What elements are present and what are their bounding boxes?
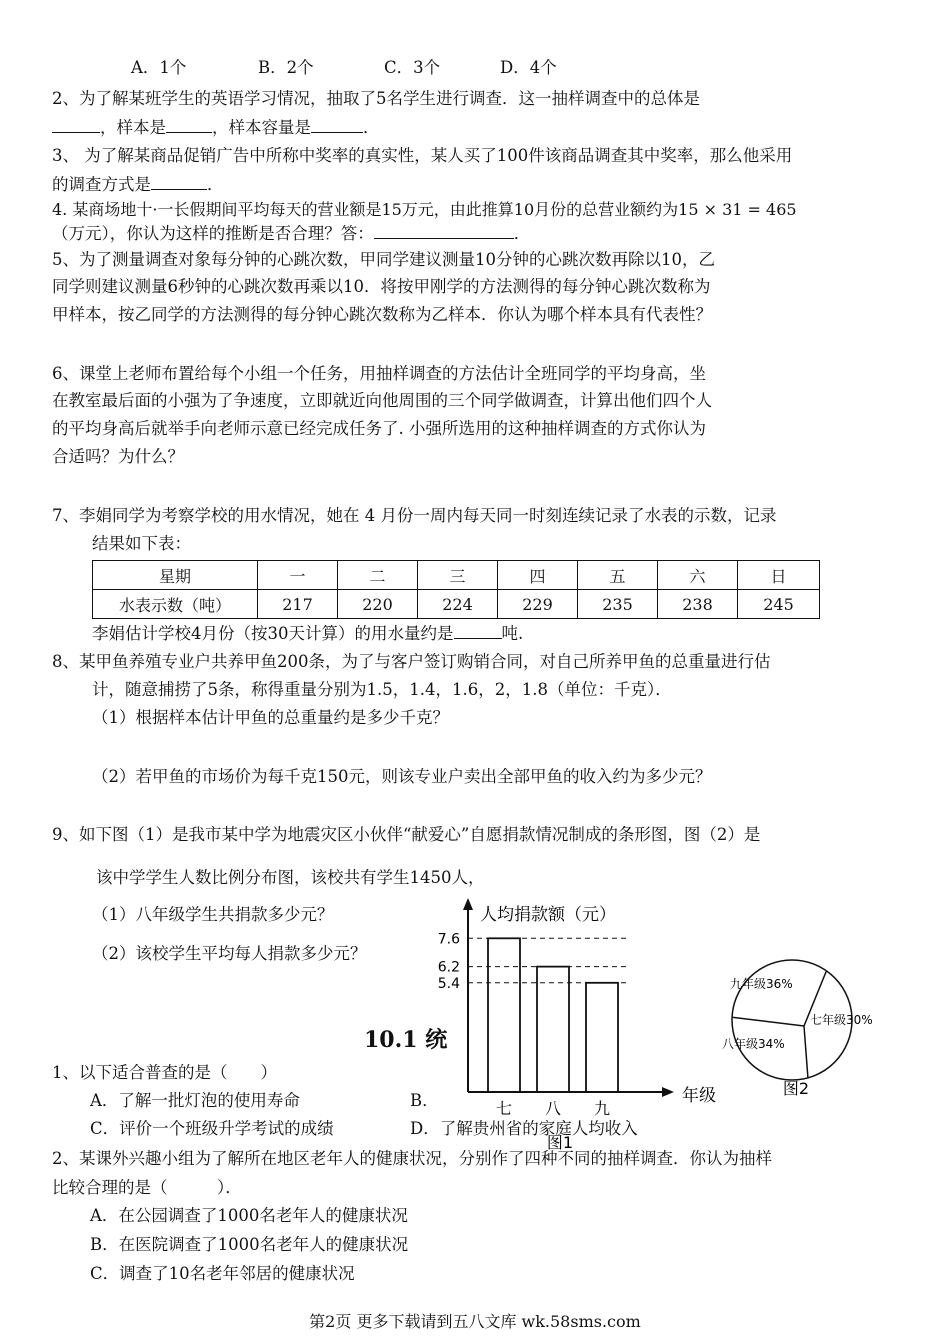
table-cell: 星期 [93, 561, 258, 590]
pie-slice-edge [732, 1017, 804, 1026]
q9-sub-1: （1）八年级学生共捐款多少元？ [92, 905, 334, 924]
q7-estimate-line: 李娟估计学校4月份（按30天计算）的用水量约是 吨. [92, 624, 524, 643]
q9-line-2: 该中学学生人数比例分布图，该校共有学生1450人， [96, 868, 485, 887]
q6-line-4: 合适吗？为什么？ [52, 447, 184, 466]
table-cell: 三 [418, 561, 498, 590]
q8-sub-1: （1）根据样本估计甲鱼的总重量约是多少千克？ [92, 708, 449, 727]
x-tick-label: 八 [544, 1099, 562, 1118]
q3-text: 3、 为了解某商品促销广告中所称中奖率的真实性，某人买了100件该商品调查其中奖率，那么他采用 [52, 146, 793, 165]
q5-line-3: 甲样本，按乙同学的方法测得的每分钟心跳次数称为乙样本．你认为哪个样本具有代表性？ [52, 305, 712, 324]
table-header-row [93, 561, 820, 590]
page-footer: 第2页 更多下载请到五八文库 wk.58sms.com [309, 1312, 641, 1331]
q2-blanks: ，样本是 ，样本容量是 ． [52, 116, 380, 139]
table-cell: 217 [258, 590, 338, 619]
table-row [93, 590, 820, 619]
pie-caption: 图2 [782, 1079, 810, 1098]
ex-q2-line-1: 2、某课外兴趣小组为了解所在地区老年人的健康状况，分别作了四种不同的抽样调查．你认为抽样 [52, 1149, 772, 1168]
table-cell: 六 [658, 561, 738, 590]
ex-q1: 1、以下适合普查的是（ ） [52, 1063, 277, 1082]
table-cell: 四 [498, 561, 578, 590]
table-cell: 229 [498, 590, 578, 619]
ex-q2-option-b: B．在医院调查了1000名老年人的健康状况 [90, 1235, 409, 1254]
y-tick-label: 5.4 [437, 975, 460, 992]
q8-line-2: 计，随意捕捞了5条，称得重量分别为1.5，1.4，1.6，2，1.8（单位：千克）． [92, 680, 672, 699]
bar-九 [586, 983, 618, 1092]
table-cell: 水表示数（吨） [93, 590, 258, 619]
q1-option-c: C．3个 [384, 58, 441, 77]
table-cell: 238 [658, 590, 738, 619]
q9-sub-2: （2）该校学生平均每人捐款多少元？ [92, 944, 367, 963]
x-axis-label: 年级 [682, 1086, 716, 1106]
ex-q1-option-a: A．了解一批灯泡的使用寿命 [90, 1091, 300, 1110]
q8-sub-2: （2）若甲鱼的市场价为每千克150元，则该专业户卖出全部甲鱼的收入约为多少元？ [92, 767, 712, 786]
q2-text: 2、为了解某班学生的英语学习情况，抽取了5名学生进行调查．这一抽样调查中的总体是 [52, 89, 700, 108]
x-tick-label: 七 [495, 1099, 513, 1118]
q4-answer-line: （万元），你认为这样的推断是否合理？答： ． [52, 224, 531, 243]
table-cell: 224 [418, 590, 498, 619]
table-cell: 245 [738, 590, 820, 619]
q5-line-1: 5、为了测量调查对象每分钟的心跳次数，甲同学建议测量10分钟的心跳次数再除以10，乙 [52, 250, 715, 269]
section-title: 10.1 统 [364, 1027, 448, 1053]
bar-八 [537, 967, 569, 1092]
bar-七 [488, 938, 520, 1092]
pie-chart [712, 958, 902, 1108]
table-cell: 一 [258, 561, 338, 590]
pie-slice-edge [804, 1026, 808, 1078]
q5-line-2: 同学则建议测量6秒钟的心跳次数再乘以10．将按甲刚学的方法测得的每分钟心跳次数称为 [52, 277, 711, 296]
q6-line-2: 在教室最后面的小强为了争速度，立即就近向他周围的三个同学做调查，计算出他们四个人 [52, 391, 712, 410]
q1-option-b: B．2个 [258, 58, 314, 77]
ex-q1-option-c: C．评价一个班级升学考试的成绩 [90, 1119, 334, 1138]
q8-line-1: 8、某甲鱼养殖专业户共养甲鱼200条，为了与客户签订购销合同，对自己所养甲鱼的总重量进行估 [52, 652, 771, 671]
pie-label-grade9: 九年级36% [730, 977, 793, 991]
q4-text: 4. 某商场地十·一长假期间平均每天的营业额是15万元，由此推算10月份的总营业额约为15 × 31 = 465 [52, 200, 797, 219]
q6-line-3: 的平均身高后就举手向老师示意已经完成任务了. 小强所选用的这种抽样调查的方式你认为 [52, 419, 706, 438]
ex-q2-option-c: C．调查了10名老年邻居的健康状况 [90, 1264, 355, 1283]
ex-q2-option-a: A．在公园调查了1000名老年人的健康状况 [90, 1206, 408, 1225]
pie-label-grade7: 七年级30% [810, 1013, 873, 1027]
q9-line-1: 9、如下图（1）是我市某中学为地震灾区小伙伴“献爱心”自愿捐款情况制成的条形图，图（2）是 [52, 825, 761, 844]
q7-text: 7、李娟同学为考察学校的用水情况，她在 4 月份一周内每天同一时刻连续记录了水表的示数，记录 [52, 506, 777, 525]
pie-label-grade8: 八年级34% [722, 1037, 785, 1051]
ex-q1-option-d: D．了解贵州省的家庭人均收入 [410, 1119, 638, 1138]
x-tick-label: 九 [593, 1099, 611, 1118]
table-cell: 五 [578, 561, 658, 590]
y-axis-label: 人均捐款额（元） [480, 905, 616, 925]
y-axis-arrow-icon [463, 898, 473, 910]
q1-option-a: A．1个 [131, 58, 187, 77]
q3-blank-line: 的调查方式是 ． [52, 175, 224, 194]
ex-q1-option-b: B． [410, 1091, 439, 1110]
y-tick-label: 7.6 [437, 931, 460, 948]
chart-caption: 图1 [546, 1133, 574, 1152]
q7-text-2: 结果如下表： [92, 534, 191, 553]
table-cell: 220 [338, 590, 418, 619]
y-tick-label: 6.2 [437, 959, 460, 976]
table-cell: 235 [578, 590, 658, 619]
q1-option-d: D．4个 [500, 58, 557, 77]
table-cell: 二 [338, 561, 418, 590]
table-cell: 日 [738, 561, 820, 590]
x-axis-arrow-icon [662, 1087, 674, 1097]
water-meter-table [92, 560, 820, 619]
ex-q2-line-2: 比较合理的是（ ）． [52, 1178, 242, 1197]
q6-line-1: 6、课堂上老师布置给每个小组一个任务，用抽样调查的方法估计全班同学的平均身高，坐 [52, 364, 706, 383]
